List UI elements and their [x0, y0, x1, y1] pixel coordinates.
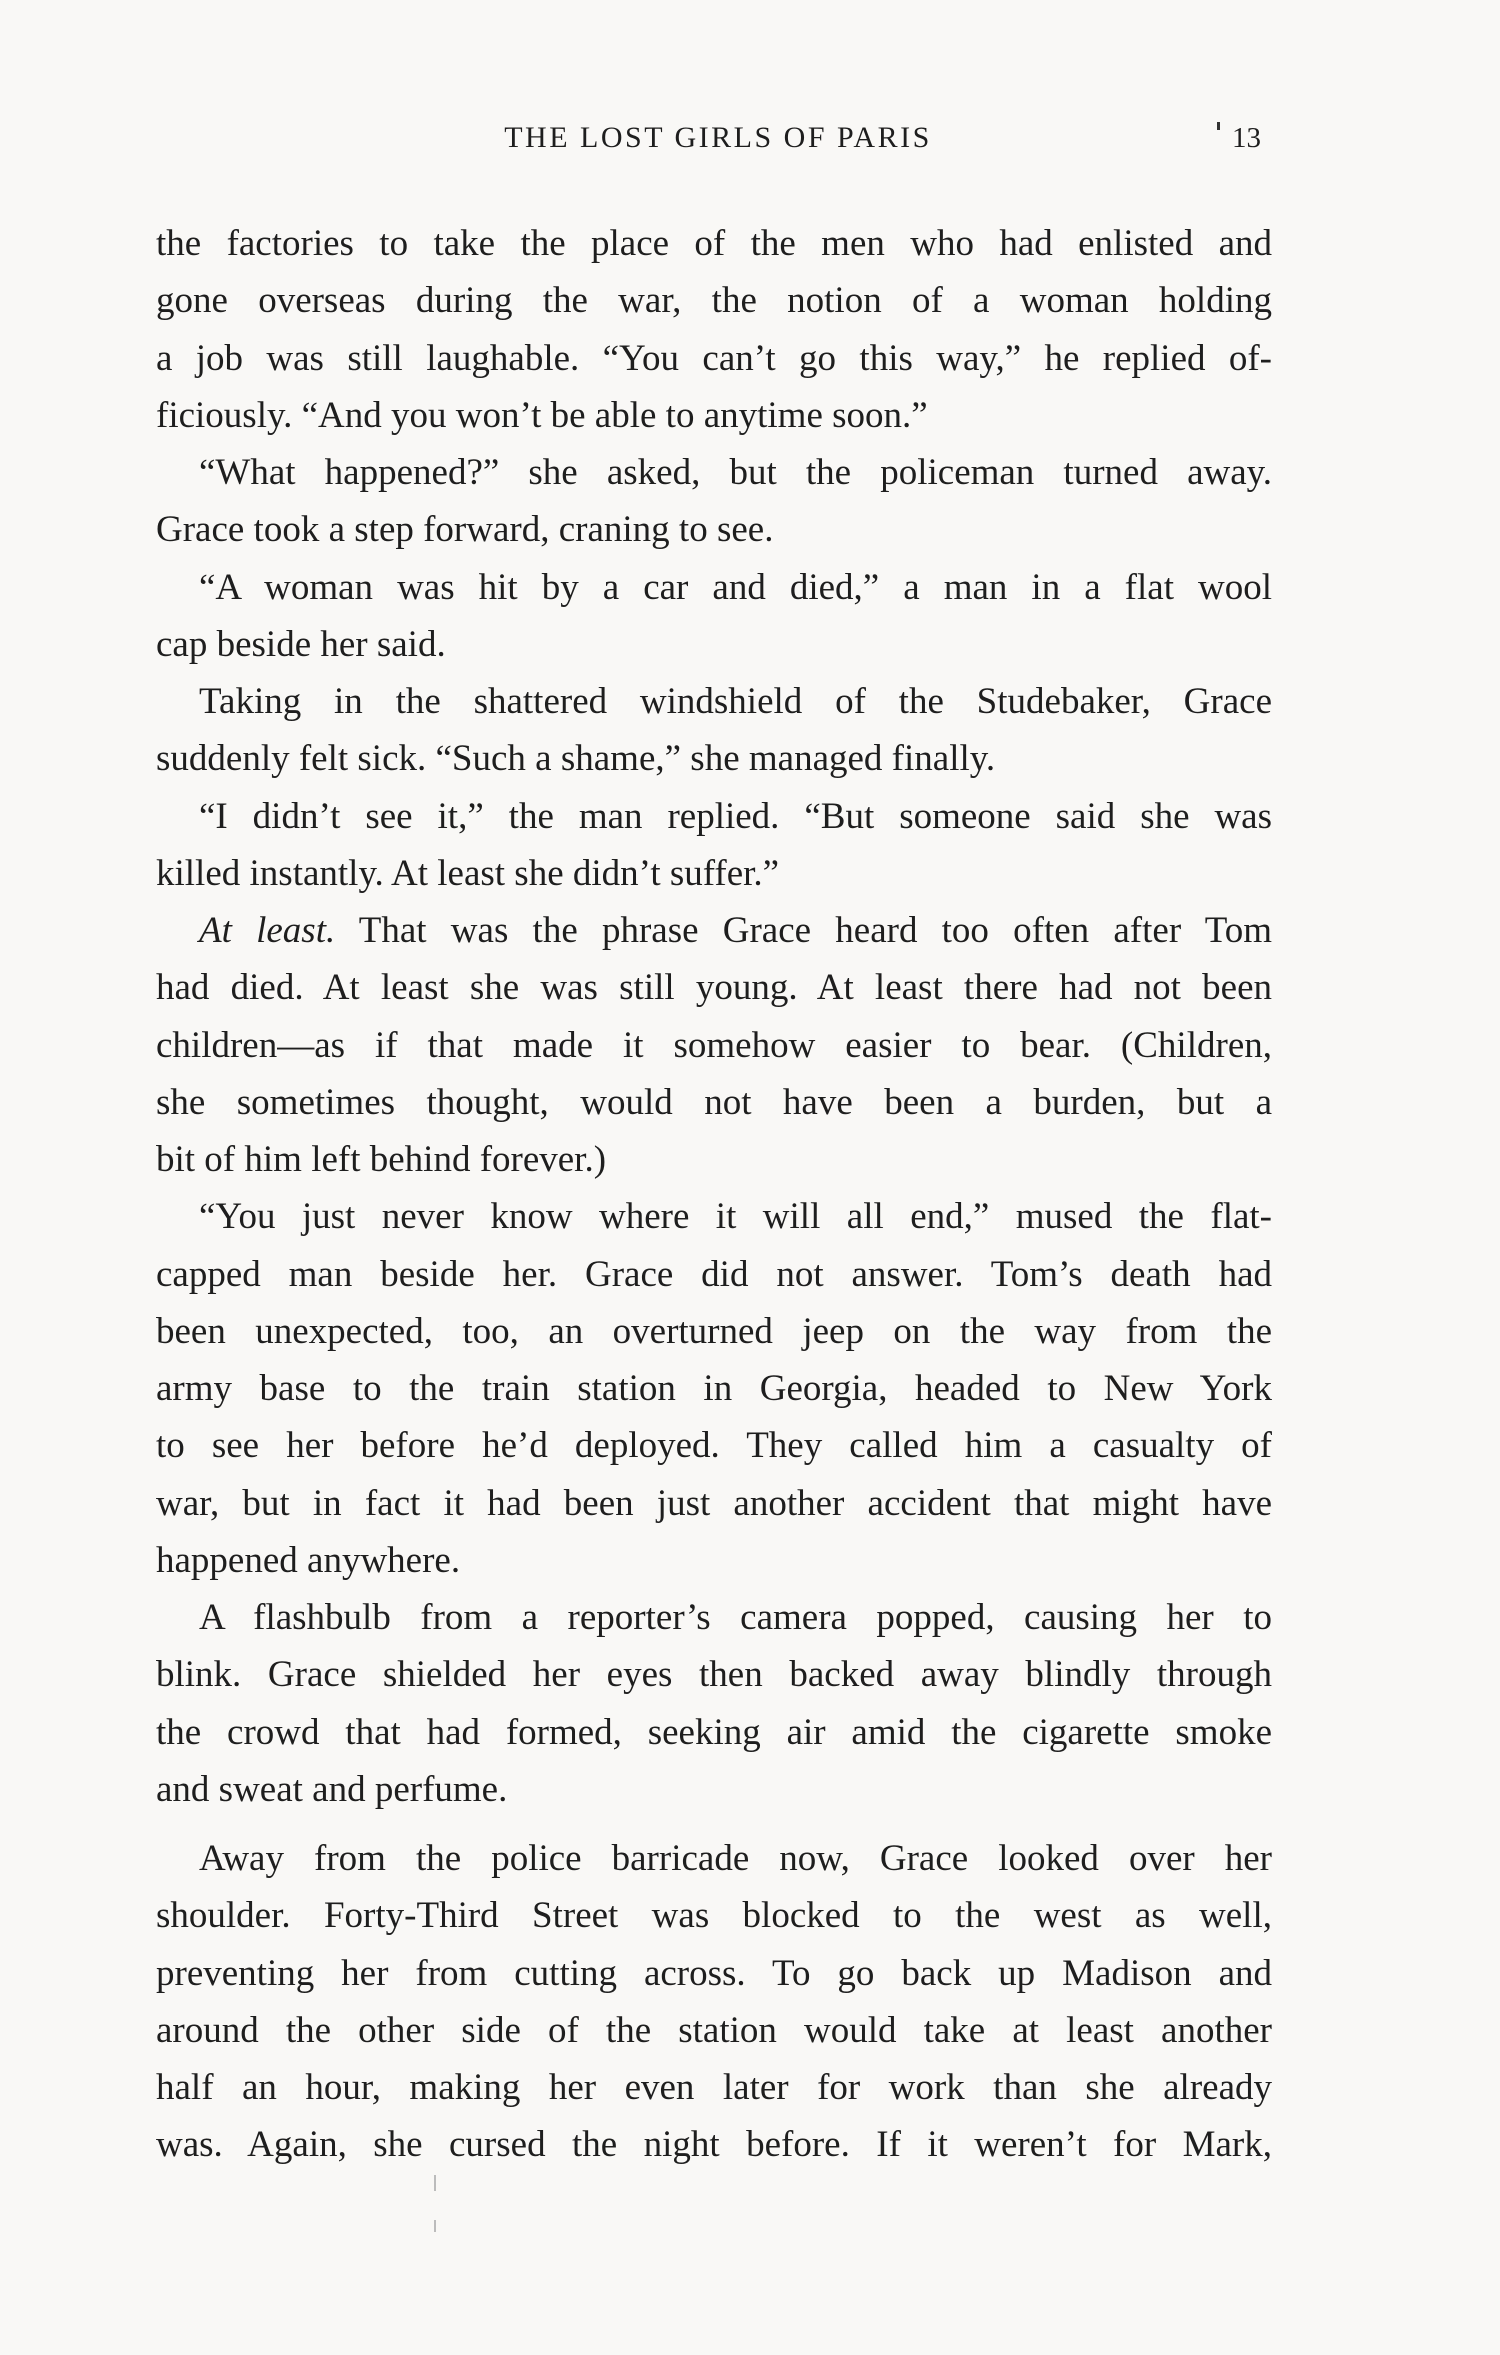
- line-text: ficiously. “And you won’t be able to anytime soon.”: [156, 394, 928, 436]
- line-text: Grace took a step forward, craning to see.: [156, 509, 774, 551]
- text-line: [156, 673, 1272, 730]
- text-line: [156, 1074, 1272, 1131]
- text-line: [156, 1475, 1272, 1532]
- text-line: [156, 1017, 1272, 1074]
- text-line: [156, 1360, 1272, 1417]
- text-line: [156, 444, 1272, 501]
- text-line: [156, 387, 1272, 444]
- line-text: Away from the police barricade now, Grace looked over her: [199, 1838, 1272, 1879]
- text-line: [156, 1589, 1272, 1646]
- line-text: “I didn’t see it,” the man replied. “But someone said she was: [199, 795, 1272, 837]
- line-text: “You just never know where it will all end,” mused the flat-: [199, 1196, 1272, 1238]
- line-text: the factories to take the place of the men who had enlisted and: [156, 223, 1272, 264]
- scan-artifact: [434, 2220, 436, 2232]
- text-line: [156, 1131, 1272, 1188]
- text-line: [156, 1830, 1272, 1887]
- line-text: Taking in the shattered windshield of the Studebaker, Grace: [199, 681, 1272, 722]
- line-text: to see her before he’d deployed. They called him a casualty of: [156, 1425, 1272, 1467]
- line-text: half an hour, making her even later for work than she already: [156, 2067, 1272, 2108]
- line-text: bit of him left behind forever.): [156, 1139, 607, 1180]
- running-head: [0, 118, 1500, 158]
- text-line: [156, 1945, 1272, 2002]
- italic-phrase: At least.: [199, 910, 336, 951]
- scan-artifact: [434, 2175, 436, 2191]
- text-line: [156, 559, 1272, 616]
- text-line: [156, 845, 1272, 902]
- line-text: “A woman was hit by a car and died,” a man in a flat wool: [199, 566, 1272, 608]
- line-text: suddenly felt sick. “Such a shame,” she managed finally.: [156, 738, 996, 780]
- line-text: been unexpected, too, an overturned jeep on the way from the: [156, 1310, 1272, 1352]
- line-text: had died. At least she was still young. At least there had not been: [156, 967, 1272, 1009]
- line-text: capped man beside her. Grace did not answer. Tom’s death had: [156, 1253, 1272, 1295]
- line-text: she sometimes thought, would not have been a burden, but a: [156, 1081, 1272, 1123]
- line-text: “What happened?” she asked, but the policeman turned away.: [199, 452, 1272, 493]
- text-line: [156, 1246, 1272, 1303]
- text-line: [156, 959, 1272, 1016]
- text-line: [156, 1188, 1272, 1245]
- line-text: around the other side of the station would take at least another: [156, 2009, 1272, 2051]
- text-line: [156, 1532, 1272, 1589]
- line-text: army base to the train station in Georgia, headed to New York: [156, 1368, 1272, 1409]
- text-line: [156, 1887, 1272, 1944]
- text-line: [156, 1704, 1272, 1761]
- text-line: [156, 902, 1272, 959]
- page-number: 13: [1232, 122, 1261, 154]
- text-line: [156, 501, 1272, 558]
- text-line: [156, 616, 1272, 673]
- text-line: [156, 730, 1272, 787]
- line-text: was. Again, she cursed the night before. If it weren’t for Mark,: [156, 2124, 1272, 2166]
- line-text: preventing her from cutting across. To go back up Madison and: [156, 1952, 1272, 1994]
- text-line: [156, 1646, 1272, 1703]
- text-line: [156, 215, 1272, 272]
- text-line: [156, 2002, 1272, 2059]
- line-text: killed instantly. At least she didn’t suffer.”: [156, 852, 780, 894]
- line-text: gone overseas during the war, the notion of a woman holding: [156, 280, 1272, 322]
- text-line: [156, 1303, 1272, 1360]
- line-text: the crowd that had formed, seeking air amid the cigarette smoke: [156, 1711, 1272, 1753]
- text-line: [156, 1417, 1272, 1474]
- text-line: [156, 1761, 1272, 1818]
- line-text: That was the phrase Grace heard too often after Tom: [335, 910, 1272, 951]
- line-text: happened anywhere.: [156, 1539, 461, 1581]
- line-text: shoulder. Forty-Third Street was blocked to the west as well,: [156, 1895, 1272, 1937]
- line-text: war, but in fact it had been just another accident that might have: [156, 1482, 1272, 1524]
- book-title: THE LOST GIRLS OF PARIS: [504, 121, 932, 154]
- line-text: A flashbulb from a reporter’s camera popped, causing her to: [199, 1597, 1272, 1638]
- line-text: children—as if that made it somehow easier to bear. (Children,: [156, 1024, 1272, 1066]
- body-text: [156, 215, 1272, 2174]
- text-line: [156, 788, 1272, 845]
- text-line: [156, 272, 1272, 329]
- text-line: [156, 2059, 1272, 2116]
- line-text: cap beside her said.: [156, 623, 446, 665]
- line-text: a job was still laughable. “You can’t go this way,” he replied of-: [156, 337, 1272, 379]
- text-line: [156, 330, 1272, 387]
- ink-speck: [1217, 122, 1220, 130]
- line-text: blink. Grace shielded her eyes then backed away blindly through: [156, 1654, 1272, 1696]
- line-text: and sweat and perfume.: [156, 1768, 508, 1810]
- text-line: [156, 2116, 1272, 2173]
